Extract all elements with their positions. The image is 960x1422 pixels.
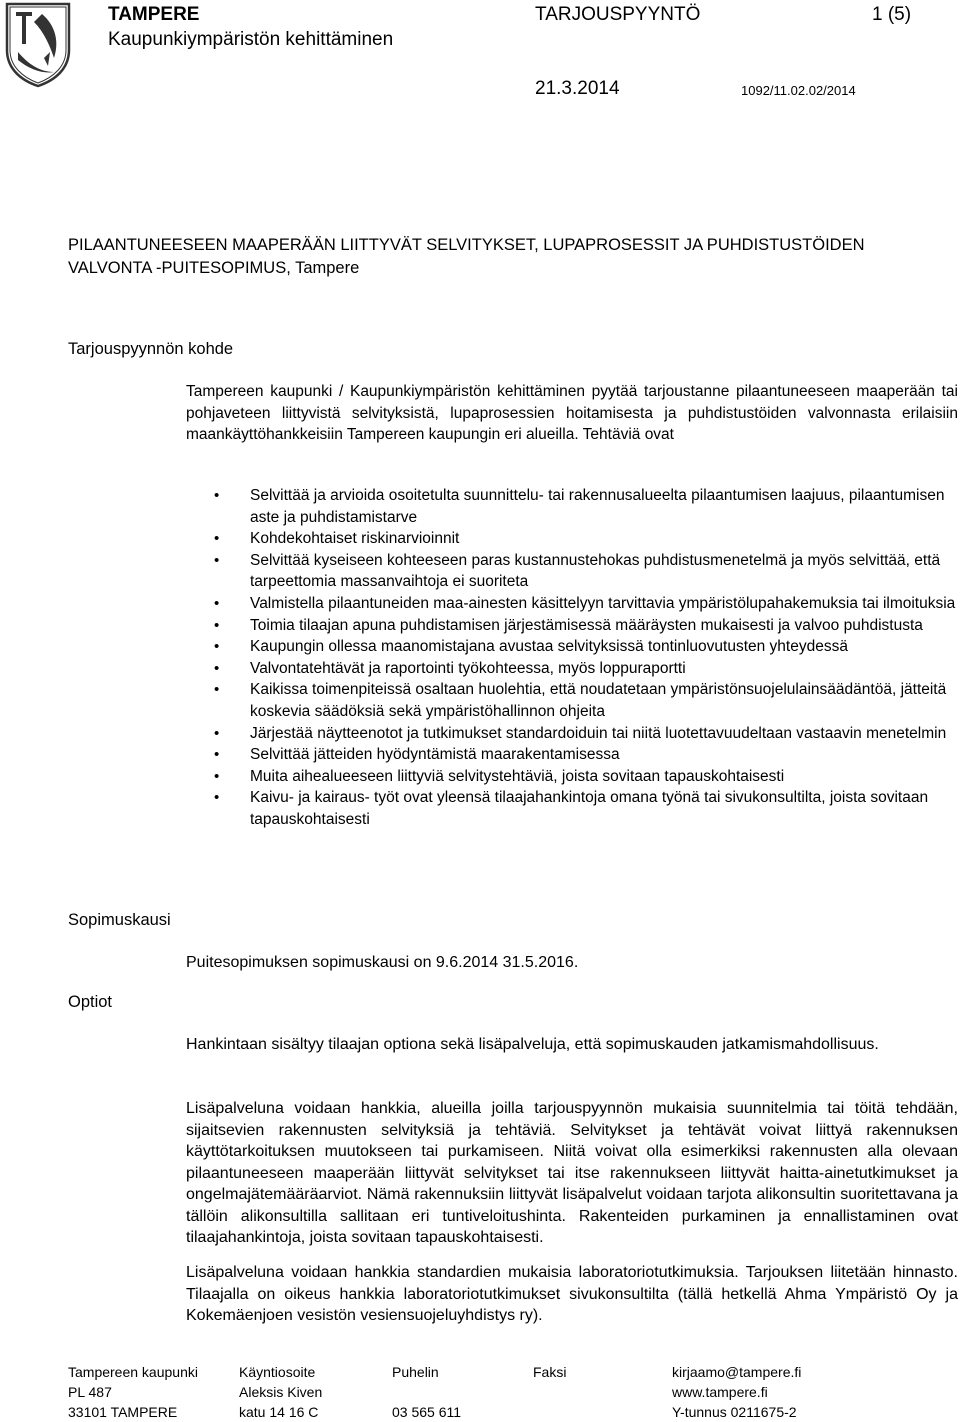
list-item: • Kaupungin ollessa maanomistajana avustaa selvityksissä tontinluovutusten yhteydessä: [186, 636, 960, 658]
footer-text: Käyntiosoite: [239, 1364, 316, 1380]
subject-label: Tarjouspyynnön kohde: [68, 340, 234, 358]
tampere-coat-of-arms-icon: [4, 2, 72, 88]
list-item: • Kaivu- ja kairaus- työt ovat yleensä tilaajahankintoja omana työnä tai sivukonsultilta, joista sovitaan tapauskohtaisesti: [186, 787, 960, 830]
footer-contact: [672, 1362, 801, 1422]
footer-email: kirjaamo@tampere.fi: [672, 1364, 802, 1380]
footer-visiting-address: [239, 1362, 322, 1422]
list-item: • Valvontatehtävät ja raportointi työkohteessa, myös loppuraportti: [186, 658, 960, 680]
list-item: • Selvittää kyseiseen kohteeseen paras kustannustehokas puhdistusmenetelmä ja myös selvittää, että tarpeettomia massanvaihtoja ei suoriteta: [186, 550, 960, 593]
options-paragraph-2: Lisäpalveluna voidaan hankkia, alueilla joilla tarjouspyynnön mukaisia suunnitelmia tai töitä tehdään, sijaitsevien rakennusten selvityksiä ja tehtäviä. Selvitykset ja tehtävät voivat liittyä rakennuksen käyttötarkoituksen muutokseen tai purkamiseen. Niitä voivat olla esimerkiksi rakennusten alla olevaan pilaantuneeseen maaperään liittyvät selvitykset tai itse rakennukseen liittyvät haitta-ainetutkimukset ja ongelmajätemääräarviot. Nämä rakennuksiin liittyvät lisäpalvelut voidaan tarjota alikonsultin suoritettavana ja tällöin alikonsultilla sallitaan eri tuntiveloitushinta. Rakenteiden purkaminen ja ennallistaminen ovat tilaajahankintoja, joista sovitaan tapauskohtaisesti.: [186, 1100, 958, 1246]
title-line-1: PILAANTUNEESEEN MAAPERÄÄN LIITTYVÄT SELVITYKSET, LUPAPROSESSIT JA PUHDISTUSTÖIDEN: [68, 236, 865, 254]
page-number: 1 (5): [872, 4, 912, 25]
footer-text: 03 565 611: [392, 1404, 462, 1420]
footer-text: Faksi: [533, 1364, 567, 1380]
footer-business-id: Y-tunnus 0211675-2: [672, 1404, 797, 1420]
footer-text: katu 14 16 C: [239, 1404, 319, 1420]
list-item: • Selvittää jätteiden hyödyntämistä maarakentamisessa: [186, 744, 960, 766]
options-paragraph-3: Lisäpalveluna voidaan hankkia standardien mukaisia laboratoriotutkimuksia. Tarjouksen liitetään hinnasto. Tilaajalla on oikeus hankkia laboratoriotutkimukset sivukonsultilta (tällä hetkellä Ahma Ympäristö Oy ja Kokemäenjoen vesistön vesiensuojeluyhdistys ry).: [186, 1264, 958, 1324]
footer-text: [392, 1382, 461, 1402]
list-item: • Kohdekohtaiset riskinarvioinnit: [186, 528, 960, 550]
footer-fax: [533, 1362, 566, 1382]
footer-website: www.tampere.fi: [672, 1384, 768, 1400]
document-reference: 1092/11.02.02/2014: [741, 83, 856, 98]
list-item: • Kaikissa toimenpiteissä osaltaan huolehtia, että noudatetaan ympäristönsuojelulainsäädäntöä, jätteitä koskevia säädöksiä sekä ympäristöhallinnon ohjeita: [186, 679, 960, 722]
list-item: • Selvittää ja arvioida osoitetulta suunnittelu- tai rakennusalueelta pilaantumisen laajuus, pilaantumisen aste ja puhdistamistarve: [186, 485, 960, 528]
task-list: [186, 485, 960, 831]
term-label: Sopimuskausi: [68, 911, 171, 929]
document-type: TARJOUSPYYNTÖ: [535, 4, 701, 25]
list-item: • Muita aihealueeseen liittyviä selvitystehtäviä, joista sovitaan tapauskohtaisesti: [186, 766, 960, 788]
term-text: Puitesopimuksen sopimuskausi on 9.6.2014 31.5.2016.: [186, 954, 579, 971]
list-item: • Järjestää näytteenotot ja tutkimukset standardoiduin tai niitä luotettavuudeltaan vastaavin menetelmin: [186, 723, 960, 745]
footer-text: 33101 TAMPERE: [68, 1404, 178, 1420]
footer-phone: [392, 1362, 461, 1422]
title-line-2: VALVONTA -PUITESOPIMUS, Tampere: [68, 259, 360, 277]
organization-unit: Kaupunkiympäristön kehittäminen: [108, 29, 394, 50]
document-title: [68, 234, 865, 280]
document-date: 21.3.2014: [535, 78, 620, 99]
footer-organization: [68, 1362, 198, 1422]
footer-text: Tampereen kaupunki: [68, 1364, 198, 1380]
subject-text: Tampereen kaupunki / Kaupunkiympäristön kehittäminen pyytää tarjoustanne pilaantuneeseen maaperään tai pohjaveteen liittyvistä selvityksistä, lupaprosessien hoitamisesta ja puhdistustöiden valvonnasta erilaisiin maankäyttöhankkeisiin Tampereen kaupungin eri alueilla. Tehtäviä ovat: [186, 383, 958, 443]
footer-text: PL 487: [68, 1384, 112, 1400]
list-item: • Valmistella pilaantuneiden maa-ainesten käsittelyyn tarvittavia ympäristölupahakemuksia tai ilmoituksia: [186, 593, 960, 615]
options-label: Optiot: [68, 993, 113, 1011]
footer-text: Aleksis Kiven: [239, 1384, 323, 1400]
options-paragraph-1: Hankintaan sisältyy tilaajan optiona sekä lisäpalveluja, että sopimuskauden jatkamismahdollisuus.: [186, 1036, 879, 1053]
list-item: • Toimia tilaajan apuna puhdistamisen järjestämisessä määräysten mukaisesti ja valvoo puhdistusta: [186, 615, 960, 637]
organization-name: TAMPERE: [108, 4, 200, 25]
footer-text: Puhelin: [392, 1364, 439, 1380]
